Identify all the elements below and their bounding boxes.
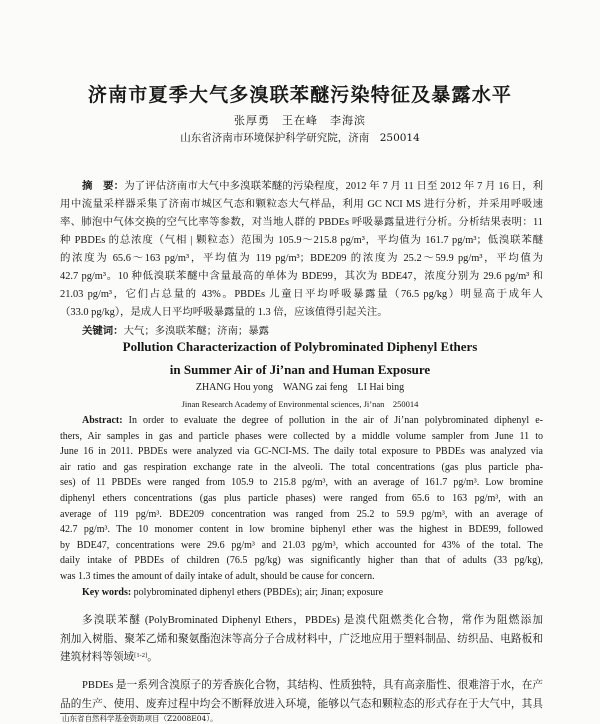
en-abstract-line: June 16 in 2011. PBDEs were analyzed via GC-NCI-MS. The daily total exposure to PBDEs was analyzed via	[60, 446, 543, 458]
en-abstract-line: average of 119 pg/m³. BDE209 concentration was ranged from 25.2 to 59.9 pg/m³, with an average of	[60, 508, 543, 520]
cn-abstract-text: 为了评估济南市大气中多溴联苯醚的污染程度，2012 年 7 月 11 日至 2012 年 7 月 16 日，利	[124, 181, 544, 192]
en-abstract-line: ses) of 11 PBDEs were ranged from 105.9 to 215.8 pg/m³, with an average of 161.7 pg/m³. Low bromine	[60, 477, 543, 489]
en-abstract-line: air ratio and gas respiration exchange rate in the alveoli. The total concentrations (gas plus particle pha-	[60, 461, 543, 473]
cn-abstract-line: 率、肺泡中气体交换的空气比率等参数，对当地人群的 PBDEs 呼吸暴露量进行分析。分析结果表明：11	[60, 217, 543, 228]
body-line: PBDEs 是一系列含溴原子的芳香族化合物，其结构、性质独特，具有高亲脂性、很难溶于水，在产	[82, 680, 543, 691]
body-line: 品的生产、使用、废弃过程中均会不断释放进入环境，能够以气态和颗粒态的形式存在于大气中，其具	[60, 698, 543, 710]
en-keywords-label: Key words:	[82, 586, 132, 598]
en-abstract-line: daily intake of PBDEs of children (76.5 pg/kg) was significantly higher than that of adults (33 pg/kg),	[60, 555, 543, 567]
en-abstract-line: 42.7 pg/m³. The 10 monomer content in low bromine biphenyl ether was the highest in BDE99, followed	[60, 524, 543, 536]
en-authors: ZHANG Hou yong WANG zai feng LI Hai bing	[195, 382, 405, 393]
en-abstract-line: was 1.3 times the amount of daily intake of adult, should be cause for concern.	[60, 570, 375, 582]
cn-abstract-line: 种 PBDEs 的总浓度（气相 | 颗粒态）范围为 105.9～215.8 pg/m³，平均值为 161.7 pg/m³；低溴联苯醚	[60, 235, 543, 246]
footnote: 山东省自然科学基金资助项目（Z2008E04）。	[62, 714, 218, 723]
body-paragraph	[60, 677, 543, 714]
cn-keywords-label: 关键词：	[82, 325, 124, 337]
cn-title: 济南市夏季大气多溴联苯醚污染特征及暴露水平	[87, 84, 513, 106]
en-abstract-line: by BDE47, concentrations were 29.6 pg/m³ and 21.03 pg/m³, which accounted for 43% of the total. The	[60, 539, 543, 551]
body-line-end: 。	[147, 652, 158, 663]
body-paragraph	[60, 612, 543, 669]
en-keywords	[60, 585, 543, 601]
en-abstract	[60, 413, 543, 600]
cn-abstract-label: 摘 要：	[82, 180, 125, 192]
cn-abstract-line: 的浓度为 65.6～163 pg/m³，平均值为 119 pg/m³；BDE209 的浓度为 25.2～59.9 pg/m³，平均值为	[60, 253, 543, 264]
cn-authors: 张厚勇 王在峰 李海滨	[234, 114, 366, 127]
cn-abstract-line: （33.0 pg/kg），是成人日平均呼吸暴露量的 1.3 倍，应该值得引起关注。	[60, 307, 388, 318]
en-title-line: Pollution Characterizaction of Polybrominated Diphenyl Ethers	[122, 339, 478, 354]
cn-affiliation: 山东省济南市环境保护科学研究院，济南 250014	[180, 132, 420, 144]
en-abstract-text: In order to evaluate the degree of pollution in the air of Ji’nan polybrominated diphenyl e-	[128, 415, 543, 426]
en-keywords-text: polybrominated diphenyl ethers (PBDEs); air; Jinan; exposure	[133, 586, 384, 598]
cn-abstract-line	[60, 177, 543, 196]
en-abstract-label: Abstract:	[82, 415, 123, 426]
en-abstract-line: diphenyl ethers concentrations (gas plus particle phases) were ranged from 65.6 to 163 pg/m³, with an	[60, 492, 543, 504]
cn-abstract-line: 42.7 pg/m³。10 种低溴联苯醚中含量最高的单体为 BDE99，其次为 BDE47，浓度分别为 29.6 pg/m³ 和	[60, 271, 543, 282]
en-abstract-line	[60, 413, 543, 429]
body-line	[60, 649, 543, 669]
cn-keywords-text: 大气；多溴联苯醚；济南；暴露	[123, 326, 270, 337]
cn-abstract	[60, 177, 543, 341]
body-line: 多溴联苯醚 (PolyBrominated Diphenyl Ethers，PBDEs) 是溴代阻燃类化合物，常作为阻燃添加	[82, 615, 543, 626]
body-line-text: 建筑材料等领域	[60, 652, 135, 663]
en-title-line: in Summer Air of Ji’nan and Human Exposure	[169, 362, 431, 377]
en-abstract-line: thers, Air samples in gas and particle phases were collected by a middle volume sampler from June 11 to	[60, 430, 543, 442]
citation-ref: [1-2]	[134, 652, 148, 660]
en-affiliation: Jinan Research Academy of Environmental sciences, Ji’nan 250014	[181, 399, 419, 409]
body-line: 剂加入树脂、聚苯乙烯和聚氨酯泡沫等高分子合成材料中，广泛地应用于塑料制品、纺织品、电路板和	[60, 633, 543, 645]
cn-abstract-line: 21.03 pg/m³，它们占总量的 43%。PBDEs 儿童日平均呼吸暴露量（76.5 pg/kg）明显高于成年人	[60, 289, 543, 300]
cn-abstract-line: 用中流量采样器采集了济南市城区气态和颗粒态大气样品，利用 GC NCI MS 进行分析，并采用呼吸速	[60, 199, 543, 210]
body-text	[60, 612, 543, 714]
en-title	[0, 335, 600, 381]
